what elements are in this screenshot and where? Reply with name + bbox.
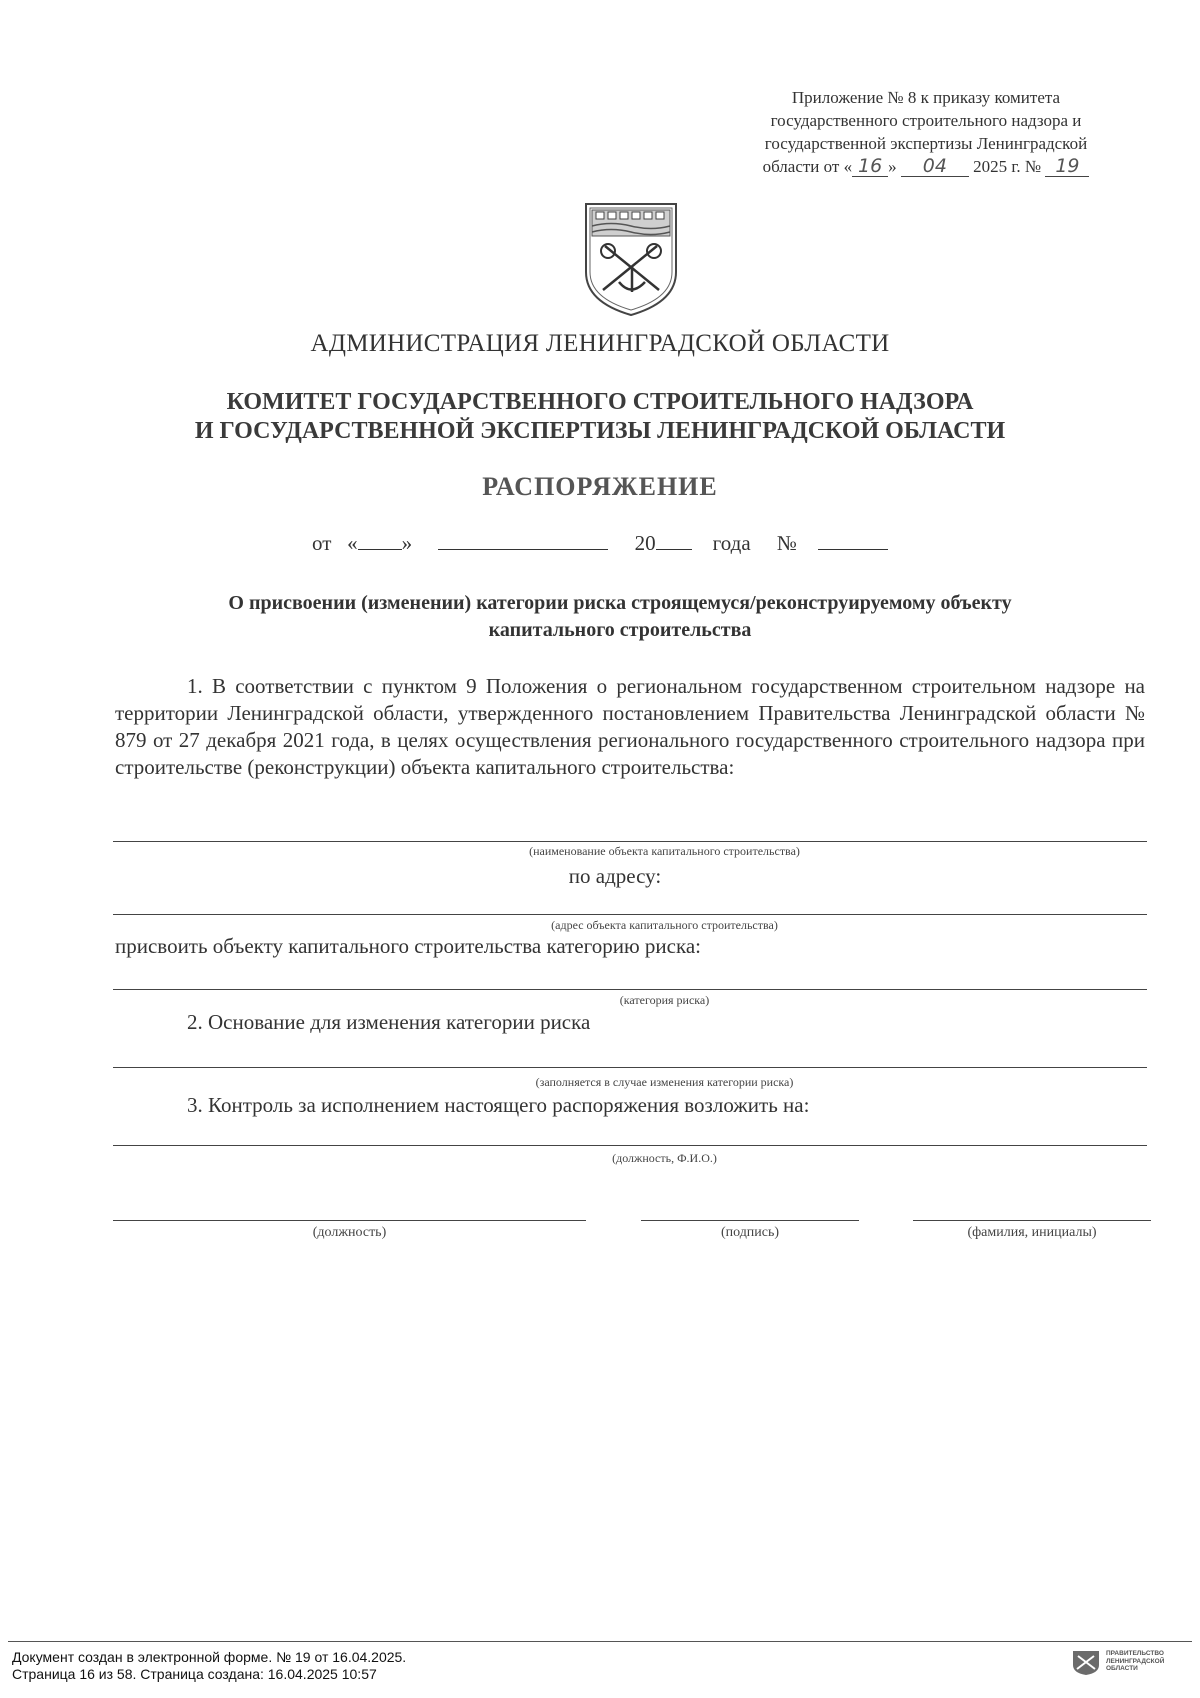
order-subject-line-2: капитального строительства <box>488 619 752 641</box>
appendix-year-number-label: 2025 г. № <box>973 157 1042 176</box>
point-2-text: 2. Основание для изменения категории риска <box>187 1010 591 1034</box>
appendix-line-2: государственного строительного надзора и <box>770 111 1082 130</box>
address-blank-field[interactable] <box>113 914 1147 915</box>
appendix-line-1: Приложение № 8 к приказу комитета <box>791 88 1061 107</box>
appendix-line-3: государственной экспертизы Ленинградской <box>764 134 1088 153</box>
signature-blank-field[interactable] <box>641 1220 859 1221</box>
signer-position-blank-field[interactable] <box>113 1220 586 1221</box>
appendix-handwritten-month: 04 <box>901 156 969 177</box>
month-blank-field[interactable] <box>438 531 608 550</box>
government-logo-text <box>1106 1650 1164 1673</box>
at-address-label: по адресу: <box>568 864 662 888</box>
object-name-caption: (наименование объекта капитального строительства) <box>529 844 800 858</box>
responsible-person-caption: (должность, Ф.И.О.) <box>612 1151 717 1165</box>
date-number-line <box>0 531 1200 556</box>
gov-text-line-2: ЛЕНИНГРАДСКОЙ <box>1106 1657 1165 1665</box>
change-reason-blank-field[interactable] <box>113 1067 1147 1068</box>
appendix-handwritten-number: 19 <box>1045 156 1089 177</box>
signer-position-caption: (должность) <box>312 1225 387 1240</box>
document-type-heading: РАСПОРЯЖЕНИЕ <box>482 472 718 501</box>
risk-category-blank-field[interactable] <box>113 989 1147 990</box>
appendix-date-mid: » <box>888 157 897 176</box>
assign-category-text: присвоить объекту капитального строительства категорию риска: <box>115 934 701 958</box>
date-close-quote: » <box>401 531 413 555</box>
government-logo-icon <box>1072 1650 1100 1676</box>
order-subject-line-1: О присвоении (изменении) категории риска строящемуся/реконструируемому объекту <box>228 592 1012 614</box>
gov-text-line-3: ОБЛАСТИ <box>1106 1665 1138 1672</box>
appendix-date-prefix: области от « <box>762 157 853 176</box>
appendix-handwritten-day: 16 <box>852 156 888 177</box>
order-number-blank-field[interactable] <box>818 531 888 550</box>
appendix-line-4 <box>700 155 1152 178</box>
century-prefix: 20 <box>634 531 656 555</box>
object-name-blank-field[interactable] <box>113 841 1147 842</box>
day-blank-field[interactable] <box>358 531 402 550</box>
committee-title-line-1: КОМИТЕТ ГОСУДАРСТВЕННОГО СТРОИТЕЛЬНОГО НАДЗОРА <box>226 389 974 415</box>
footer-divider <box>8 1641 1192 1642</box>
date-from-label: от <box>312 531 332 555</box>
committee-title-line-2: И ГОСУДАРСТВЕННОЙ ЭКСПЕРТИЗЫ ЛЕНИНГРАДСКОЙ ОБЛАСТИ <box>194 418 1006 444</box>
electronic-document-footer <box>12 1649 406 1683</box>
number-sign: № <box>776 531 797 555</box>
footer-line-1: Документ создан в электронной форме. № 19 от 16.04.2025. <box>12 1649 407 1665</box>
year-word: года <box>712 531 751 555</box>
committee-title <box>0 388 1200 446</box>
appendix-note <box>700 86 1152 178</box>
point-3-text: 3. Контроль за исполнением настоящего распоряжения возложить на: <box>187 1093 810 1117</box>
gov-text-line-1: ПРАВИТЕЛЬСТВО <box>1106 1650 1164 1657</box>
change-reason-caption: (заполняется в случае изменения категории риска) <box>535 1075 794 1089</box>
signer-name-caption: (фамилия, инициалы) <box>967 1225 1097 1240</box>
administration-title: АДМИНИСТРАЦИЯ ЛЕНИНГРАДСКОЙ ОБЛАСТИ <box>310 330 890 357</box>
footer-line-2: Страница 16 из 58. Страница создана: 16.04.2025 10:57 <box>12 1666 377 1682</box>
signature-caption: (подпись) <box>720 1225 780 1240</box>
coat-of-arms-emblem <box>581 202 681 317</box>
date-open-quote: « <box>347 531 358 555</box>
order-subject <box>130 590 1110 644</box>
paragraph-1: 1. В соответствии с пунктом 9 Положения о региональном государственном строительном надзоре на территории Ленинградской области, утвержденного постановлением Правительства Ленинградской области № 879 от 27 декабря 2021 года, в целях осуществления регионального государственного строительного надзора при строительстве (реконструкции) объекта капитального строительства: <box>115 674 1145 779</box>
address-caption: (адрес объекта капитального строительства) <box>551 918 778 932</box>
responsible-person-blank-field[interactable] <box>113 1145 1147 1146</box>
year-blank-field[interactable] <box>656 531 692 550</box>
signer-name-blank-field[interactable] <box>913 1220 1151 1221</box>
risk-category-caption: (категория риска) <box>619 993 710 1007</box>
